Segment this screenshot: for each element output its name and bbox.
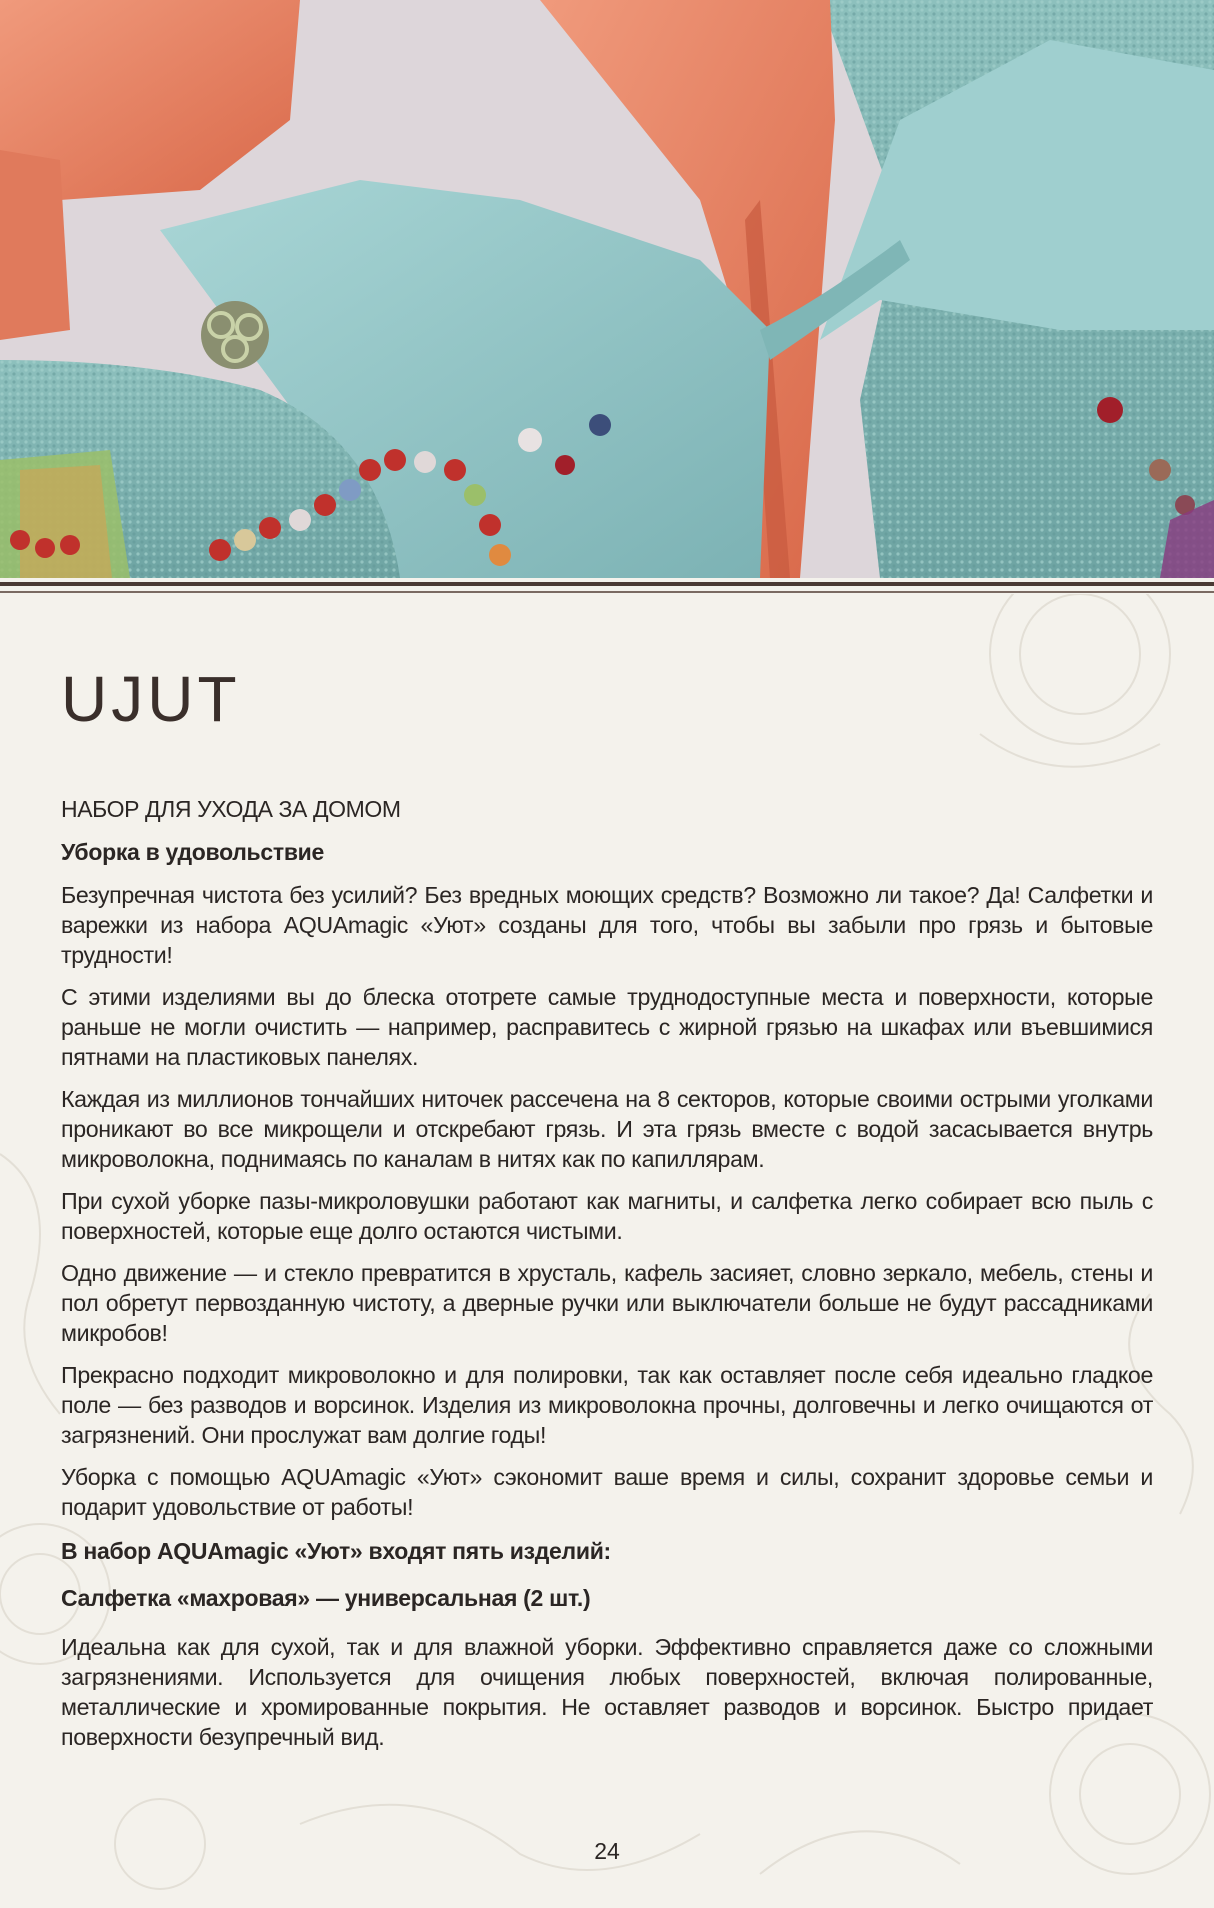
article [61,660,1153,1764]
paragraph: При сухой уборке пазы-микроловушки работают как магниты, и салфетка легко собирает всю пыль с поверхностей, которые еще долго остаются чистыми. [61,1188,1153,1244]
paragraph: Каждая из миллионов тончайших ниточек рассечена на 8 секторов, которые своими острыми уголками проникают во все микрощели и отскребают грязь. И эта грязь вместе с водой засасывается внутрь микроволокна, поднимаясь по каналам в нитях как по капиллярам. [61,1086,1153,1172]
brand-logo: UJUT [61,663,241,735]
ceramic-spiral-ornament [201,301,269,369]
item-description: Идеальна как для сухой, так и для влажной уборки. Эффективно справляется даже со сложными загрязнениями. Используется для очищения любых поверхностей, включая полированные, металлические и хромированные покрытия. Не оставляет разводов и ворсинок. Быстро придает поверхности безупречный вид. [61,1634,1153,1750]
item-heading: Салфетка «махровая» — универсальная (2 шт.) [61,1585,591,1611]
page-number: 24 [594,1838,620,1864]
paragraph: Уборка с помощью AQUAmagic «Уют» сэкономит ваше время и силы, сохранит здоровье семьи и подарит удовольствие от работы! [61,1464,1153,1520]
paragraph: Безупречная чистота без усилий? Без вредных моющих средств? Возможно ли такое? Да! Салфетки и варежки из набора AQUAmagic «Уют» созданы для того, чтобы вы забыли про грязь и бытовые трудности! [61,882,1153,968]
paragraph: Одно движение — и стекло превратится в хрусталь, кафель засияет, словно зеркало, мебель, стены и пол обретут первозданную чистоту, а дверные ручки или выключатели больше не будут рассадниками микробов! [61,1260,1153,1346]
header-rule [0,582,1214,586]
hero-photo [0,0,1214,578]
microfiber-cloths-illustration [0,0,1214,578]
paragraph: Прекрасно подходит микроволокно и для полировки, так как оставляет после себя идеально гладкое поле — без разводов и ворсинок. Изделия из микроволокна прочны, долговечны и легко очищаются от загрязнений. Они прослужат вам долгие годы! [61,1362,1153,1448]
paragraph: С этими изделиями вы до блеска ототрете самые труднодоступные места и поверхности, которые раньше не могли очистить — например, расправитесь с жирной грязью на шкафах или въевшимися пятнами на пластиковых панелях. [61,984,1153,1070]
article-title: Уборка в удовольствие [61,839,325,865]
set-heading: В набор AQUAmagic «Уют» входят пять изделий: [61,1538,611,1564]
section-kicker: НАБОР ДЛЯ УХОДА ЗА ДОМОМ [61,796,401,822]
header-rule-thin [0,591,1214,593]
